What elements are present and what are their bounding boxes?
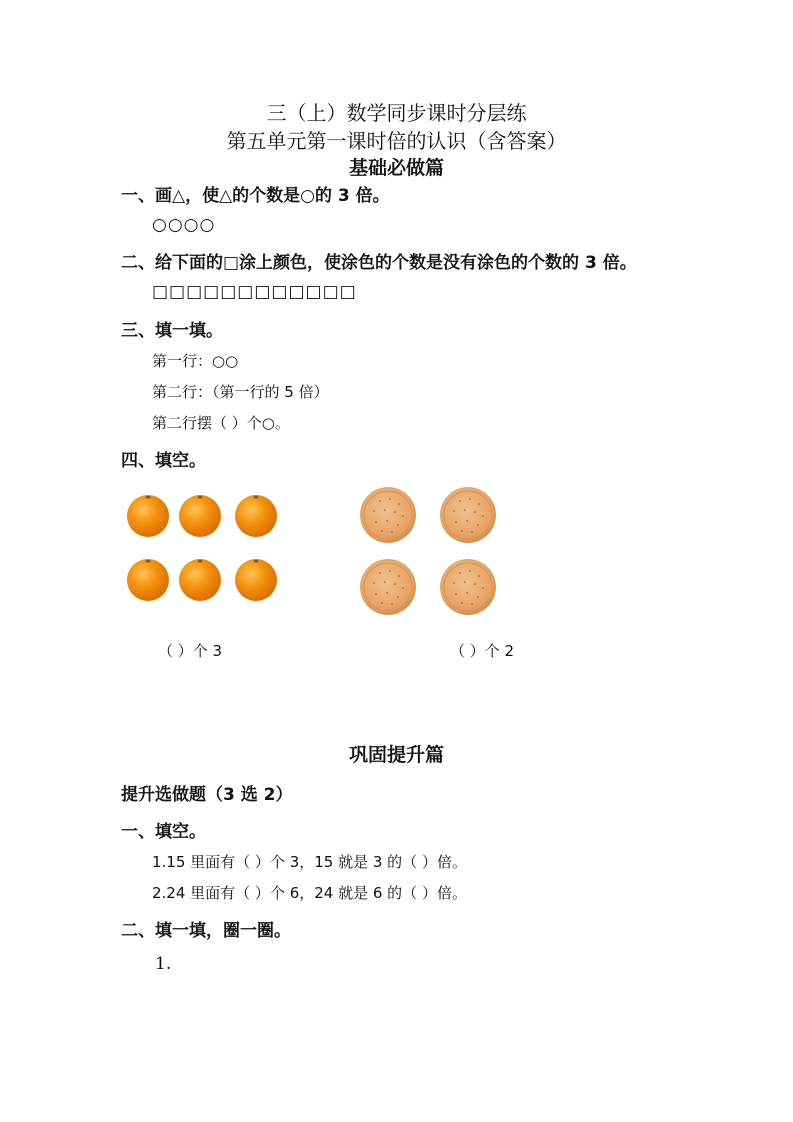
advanced-question-1-prompt: 一、填空。 [121, 822, 206, 842]
advanced-question-2-item1: 1. [155, 954, 172, 974]
biscuit-icon [360, 558, 418, 618]
orange-fruit-icon [178, 493, 222, 539]
biscuits-caption: （ ）个 2 [450, 642, 515, 660]
question-4-prompt: 四、填空。 [121, 451, 206, 471]
advanced-question-1-item1: 1.15 里面有（ ）个 3，15 就是 3 的（ ）倍。 [152, 853, 467, 871]
oranges-caption: （ ）个 3 [158, 642, 223, 660]
question-3-row1: 第一行：○○ [152, 352, 239, 370]
orange-fruit-icon [234, 557, 278, 603]
question-2-squares: □□□□□□□□□□□□ [152, 282, 357, 302]
advanced-question-2-prompt: 二、填一填，圈一圈。 [121, 921, 291, 941]
question-3-row2: 第二行：（第一行的 5 倍） [152, 383, 329, 401]
section-advanced-title: 巩固提升篇 [348, 744, 444, 766]
orange-fruit-icon [126, 557, 170, 603]
advanced-question-1-item2: 2.24 里面有（ ）个 6，24 就是 6 的（ ）倍。 [152, 884, 467, 902]
orange-fruit-icon [234, 493, 278, 539]
section-basic-title: 基础必做篇 [348, 157, 444, 179]
biscuit-icon [360, 486, 418, 546]
question-1-prompt: 一、画△，使△的个数是○的 3 倍。 [121, 186, 390, 206]
worksheet-subtitle: 第五单元第一课时倍的认识（含答案） [226, 129, 567, 153]
question-3-prompt: 三、填一填。 [121, 321, 223, 341]
advanced-choose-label: 提升选做题（3 选 2） [121, 785, 293, 805]
question-3-row3: 第二行摆（ ）个○。 [152, 414, 290, 432]
biscuit-icon [440, 486, 498, 546]
worksheet-title: 三（上）数学同步课时分层练 [266, 101, 527, 125]
orange-fruit-icon [126, 493, 170, 539]
orange-fruit-icon [178, 557, 222, 603]
biscuit-icon [440, 558, 498, 618]
question-2-prompt: 二、给下面的□涂上颜色，使涂色的个数是没有涂色的个数的 3 倍。 [121, 253, 637, 273]
question-1-circles: ○○○○ [152, 215, 216, 235]
